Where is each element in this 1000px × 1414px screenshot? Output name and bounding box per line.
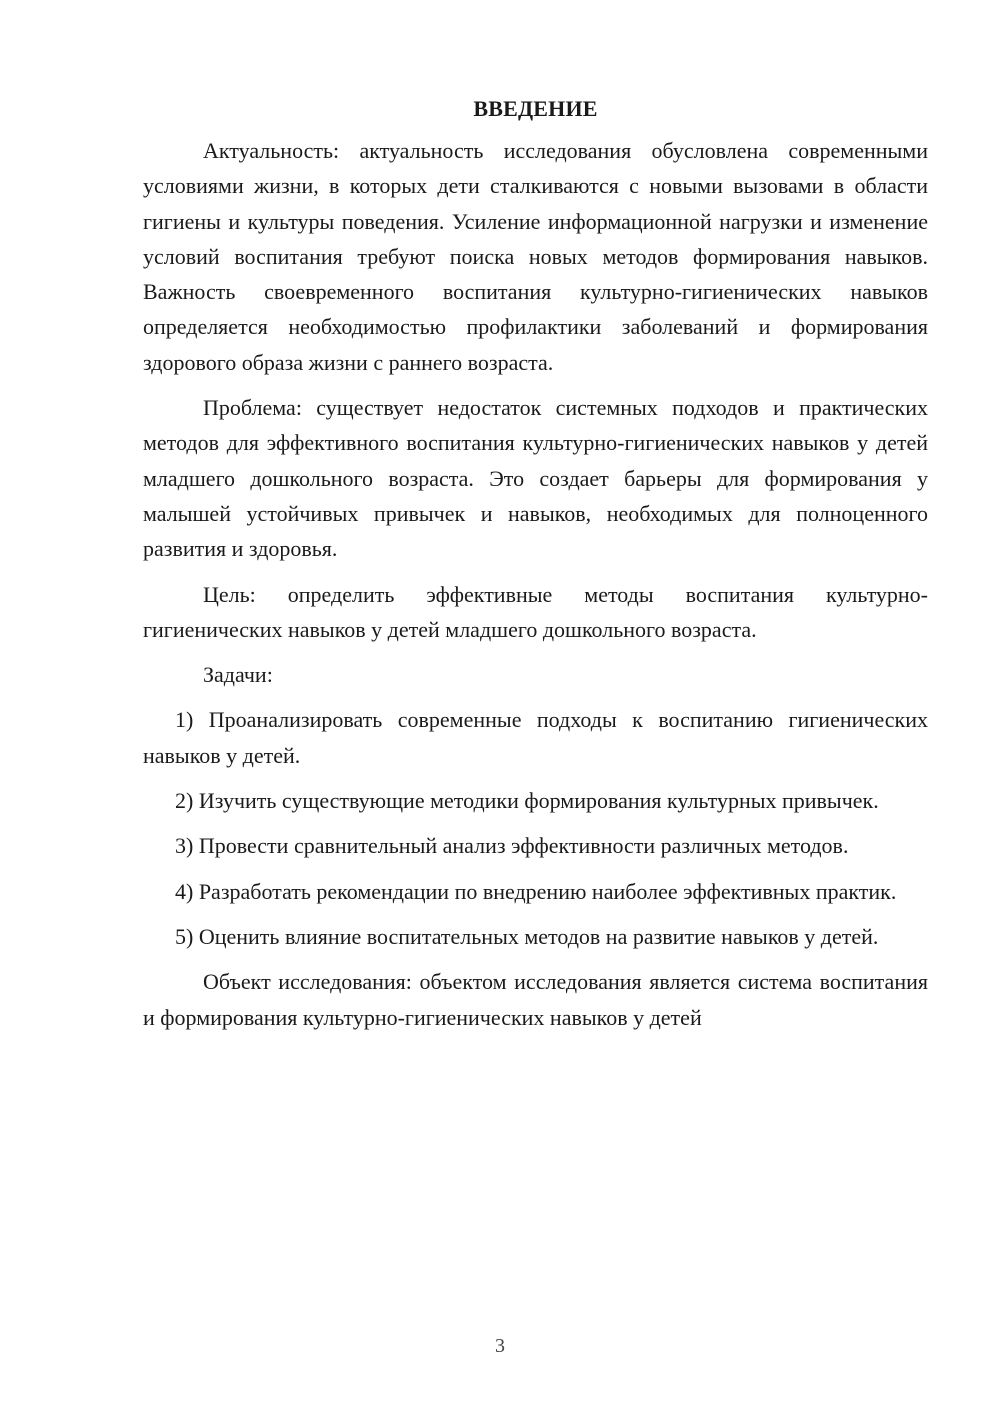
page-number: 3 (495, 1335, 505, 1357)
object-paragraph: Объект исследования: объектом исследования является система воспитания и формирования культурно-гигиенических навыков у детей (143, 969, 928, 1030)
relevance-paragraph: Актуальность: актуальность исследования обусловлена современными условиями жизни, в которых дети сталкиваются с новыми вызовами в области гигиены и культуры поведения. Усиление информационной нагрузки и изменение условий воспитания требуют поиска новых методов формирования навыков. Важность своевременного воспитания культурно-гигиенических навыков определяется необходимостью профилактики заболеваний и формирования здорового образа жизни с раннего возраста. (143, 138, 928, 375)
tasks-label: Задачи: (203, 662, 273, 688)
section-heading: ВВЕДЕНИЕ (473, 96, 598, 121)
task-item-4: 4) Разработать рекомендации по внедрению наиболее эффективных практик. (175, 878, 897, 904)
task-item-3: 3) Провести сравнительный анализ эффективности различных методов. (175, 833, 849, 859)
problem-paragraph: Проблема: существует недостаток системных подходов и практических методов для эффективного воспитания культурно-гигиенических навыков у детей младшего дошкольного возраста. Это создает барьеры для формирования у малышей устойчивых привычек и навыков, необходимых для полноценного развития и здоровья. (143, 395, 928, 562)
page-body (143, 91, 928, 1035)
goal-paragraph: Цель: определить эффективные методы воспитания культурно-гигиенических навыков у детей младшего дошкольного возраста. (143, 581, 928, 642)
task-item-1: 1) Проанализировать современные подходы к воспитанию гигиенических навыков у детей. (143, 707, 928, 768)
task-item-5: 5) Оценить влияние воспитательных методов на развитие навыков у детей. (175, 923, 879, 949)
task-item-2: 2) Изучить существующие методики формирования культурных привычек. (175, 788, 879, 814)
